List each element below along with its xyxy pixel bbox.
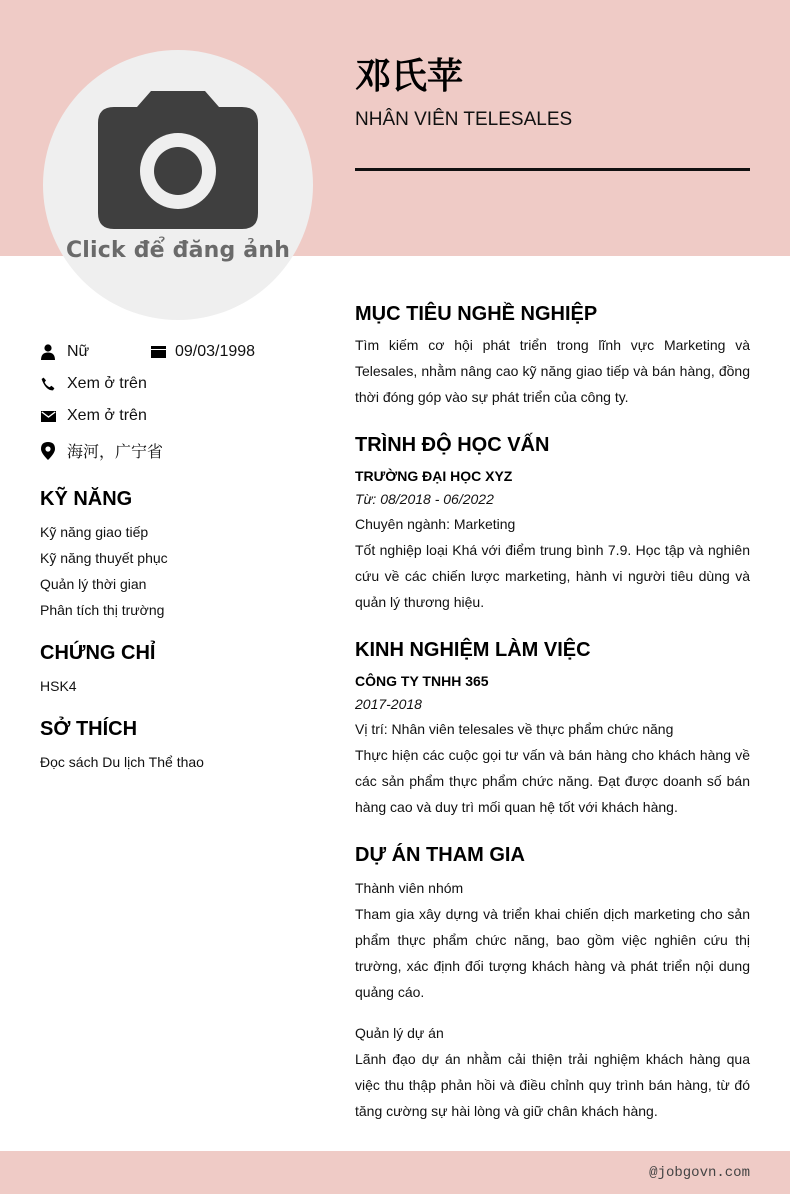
project-description: Tham gia xây dựng và triển khai chiến dịch marketing cho sản phẩm thực phẩm chức năng, bao gồm việc nghiên cứu thị trường, xác định đối tượng khách hàng và phát triển nội dung quảng cáo. [355, 906, 750, 1000]
experience-period: 2017-2018 [355, 696, 422, 712]
projects-heading: DỰ ÁN THAM GIA [355, 844, 525, 866]
company-name: CÔNG TY TNHH 365 [355, 673, 489, 689]
calendar-icon [150, 343, 166, 361]
email-value: Xem ở trên [67, 407, 147, 424]
skill-item: Kỹ năng thuyết phục [40, 550, 168, 566]
school-name: TRƯỜNG ĐẠI HỌC XYZ [355, 468, 513, 484]
person-icon [40, 343, 56, 361]
skills-heading: KỸ NĂNG [40, 488, 133, 510]
address-value: 海河，广宁省 [67, 444, 164, 461]
skill-item: Kỹ năng giao tiếp [40, 524, 149, 540]
project-role: Thành viên nhóm [355, 880, 464, 896]
education-heading: TRÌNH ĐỘ HỌC VẤN [355, 434, 550, 456]
experience-description: Thực hiện các cuộc gọi tư vấn và bán hàng cho khách hàng về các sản phẩm thực phẩm chức năng. Đạt được doanh số bán hàng cao và duy trì mối quan hệ tốt với khách hàng. [355, 747, 750, 815]
camera-icon [97, 89, 259, 231]
location-pin-icon [40, 442, 56, 460]
project-description: Lãnh đạo dự án nhằm cải thiện trải nghiệm khách hàng qua việc thu thập phản hồi và điều chỉnh quy trình bán hàng, từ đó tăng cường sự hài lòng và giữ chân khách hàng. [355, 1051, 750, 1119]
hobbies-text: Đọc sách Du lịch Thể thao [40, 754, 204, 770]
skill-item: Quản lý thời gian [40, 576, 147, 592]
education-major: Chuyên ngành: Marketing [355, 516, 516, 532]
job-title: NHÂN VIÊN TELESALES [355, 109, 573, 130]
avatar-upload-label: Click để đăng ảnh [65, 238, 291, 263]
candidate-name: 邓氏苹 [355, 56, 464, 97]
experience-position: Vị trí: Nhân viên telesales về thực phẩm chức năng [355, 721, 674, 737]
contact-address [40, 439, 163, 462]
contact-gender [40, 343, 89, 361]
objective-heading: MỤC TIÊU NGHỀ NGHIỆP [355, 303, 598, 325]
birthday-value: 09/03/1998 [175, 343, 256, 360]
certificate-item: HSK4 [40, 678, 77, 694]
footer-watermark: @jobgovn.com [649, 1165, 750, 1181]
email-icon [40, 407, 56, 425]
contact-birthday [150, 343, 255, 361]
project-role: Quản lý dự án [355, 1025, 444, 1041]
phone-value: Xem ở trên [67, 375, 147, 392]
hobbies-heading: SỞ THÍCH [40, 718, 138, 740]
skill-item: Phân tích thị trường [40, 602, 165, 618]
objective-text: Tìm kiếm cơ hội phát triển trong lĩnh vực Marketing và Telesales, nhằm nâng cao kỹ năng giao tiếp và bán hàng, đồng thời đóng góp vào sự phát triển của công ty. [355, 337, 750, 405]
contact-email [40, 407, 147, 425]
experience-heading: KINH NGHIỆM LÀM VIỆC [355, 639, 591, 661]
phone-icon [40, 375, 56, 393]
avatar-upload[interactable] [43, 50, 313, 320]
gender-value: Nữ [67, 343, 90, 360]
education-description: Tốt nghiệp loại Khá với điểm trung bình 7.9. Học tập và nghiên cứu về các chiến lược marketing, hành vi người tiêu dùng và quản lý thương hiệu. [355, 542, 750, 610]
education-period: Từ: 08/2018 - 06/2022 [355, 491, 494, 507]
certificates-heading: CHỨNG CHỈ [40, 642, 156, 664]
title-divider [355, 168, 750, 171]
contact-phone [40, 375, 147, 393]
